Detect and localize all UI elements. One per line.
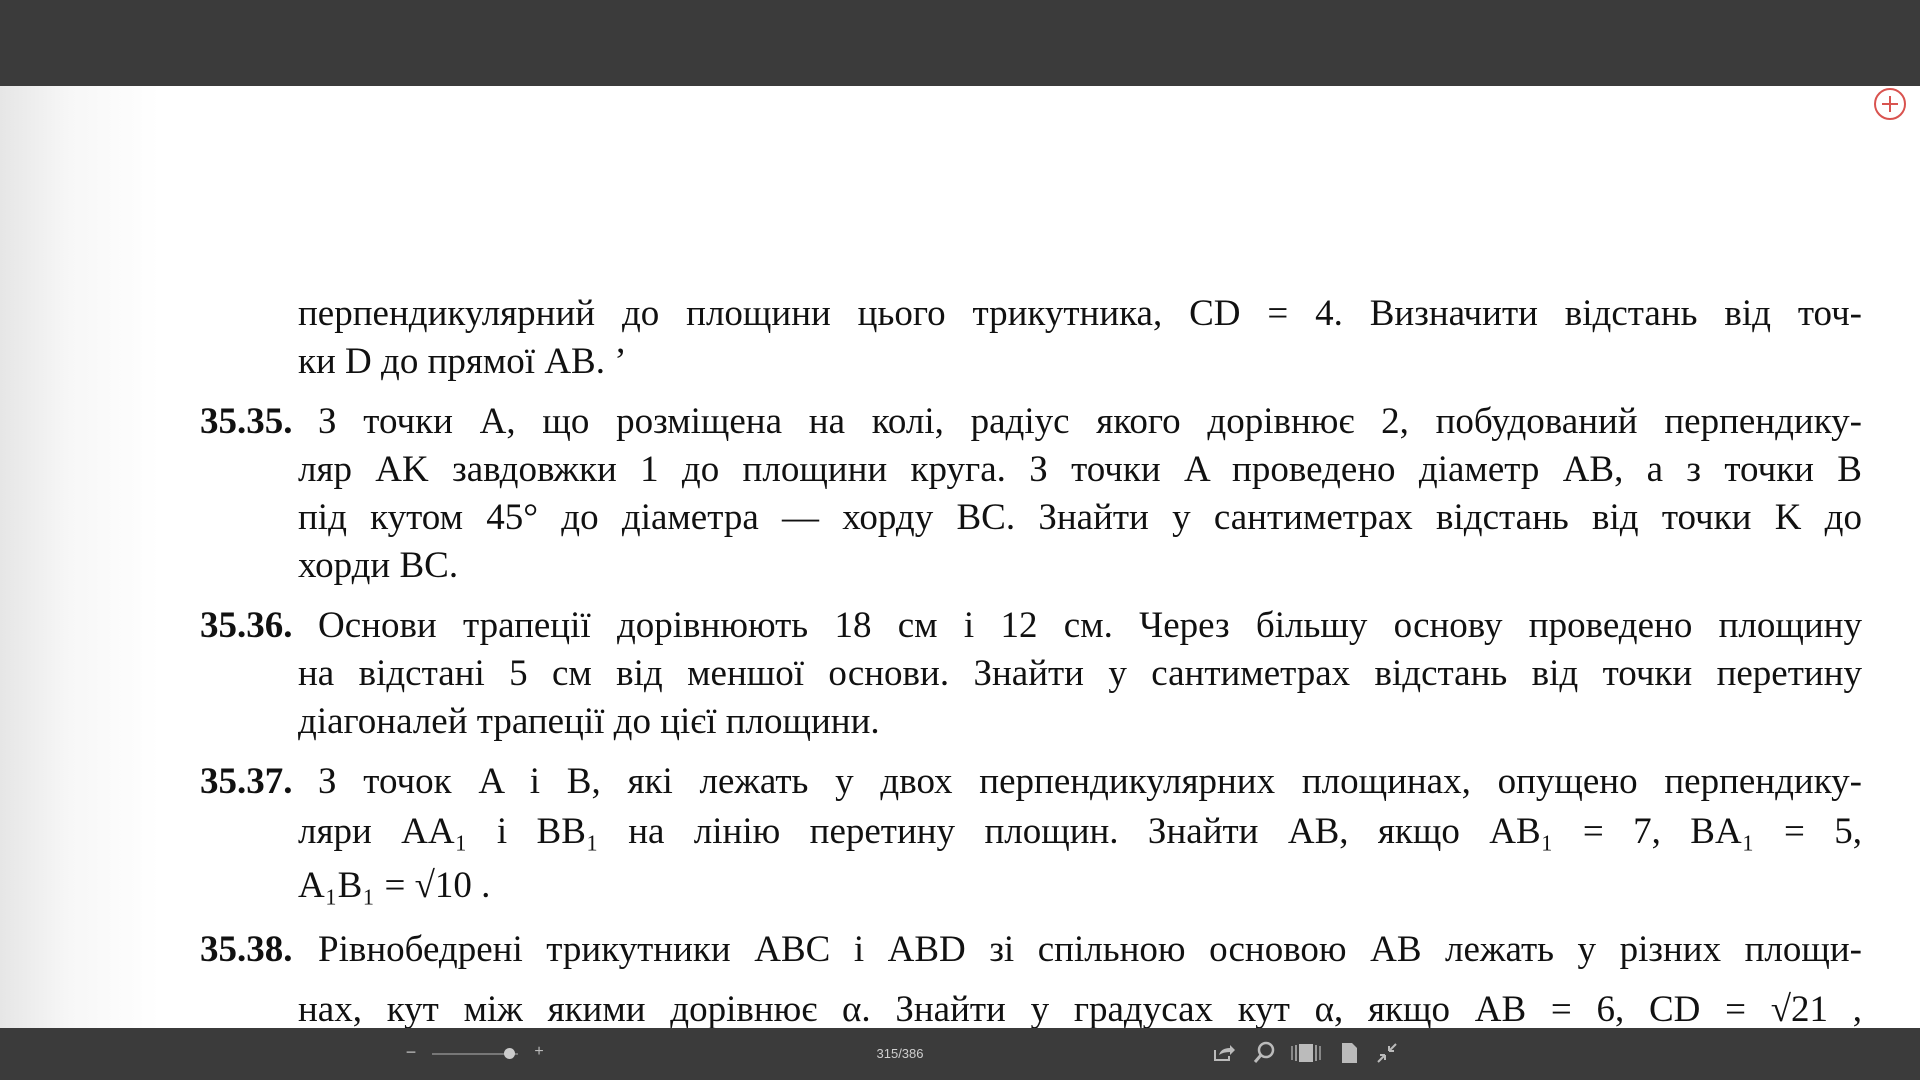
text-line: нах, кут між якими дорівнює α. Знайти у градусах кут α, якщо AB = 6, CD = √21 ,: [298, 989, 1862, 1028]
exit-fullscreen-icon[interactable]: [1374, 1040, 1400, 1066]
text-line: діагоналей трапеції до цієї площини.: [298, 701, 880, 742]
text-line: A₁B₁ = √10 .: [298, 865, 491, 906]
document-page: [0, 86, 1920, 1028]
problem-number: 35.38.: [200, 929, 293, 970]
bottom-toolbar: [0, 1028, 1920, 1080]
text-line: перпендикулярний до площини цього трикутника, CD = 4. Визначити відстань від точ-: [298, 293, 1862, 334]
text-line: З точки A, що розміщена на колі, радіус якого дорівнює 2, побудований перпендику-: [318, 401, 1862, 442]
text-line: на відстані 5 см від меншої основи. Знайти у сантиметрах відстань від точки перетину: [298, 653, 1862, 694]
top-toolbar: [0, 0, 1920, 86]
page-icon[interactable]: [1336, 1040, 1362, 1066]
text-line: Основи трапеції дорівнюють 18 см і 12 см. Через більшу основу проведено площину: [318, 605, 1862, 646]
text-line: ляр AK завдовжки 1 до площини круга. З точки A проведено діаметр AB, а з точки B: [298, 449, 1862, 490]
text-line: хорди BC.: [298, 545, 459, 586]
problem-number: 35.36.: [200, 605, 293, 646]
add-icon[interactable]: [1874, 88, 1906, 120]
text-line: ки D до прямої AB. ʼ: [298, 341, 627, 382]
search-icon[interactable]: [1252, 1040, 1278, 1066]
thumbnails-icon[interactable]: [1290, 1040, 1324, 1066]
text-line: ляри AA₁ і BB₁ на лінію перетину площин. Знайти AB, якщо AB₁ = 7, BA₁ = 5,: [298, 811, 1862, 852]
text-line: під кутом 45° до діаметра — хорду BC. Знайти у сантиметрах відстань від точки K до: [298, 497, 1862, 538]
problem-number: 35.35.: [200, 401, 293, 442]
zoom-slider-handle[interactable]: [504, 1048, 515, 1059]
zoom-in-button[interactable]: +: [534, 1043, 544, 1060]
page-counter: 315/386: [876, 1046, 924, 1061]
zoom-out-button[interactable]: −: [405, 1042, 417, 1062]
text-line: Рівнобедрені трикутники ABC і ABD зі спільною основою AB лежать у різних площи-: [318, 929, 1862, 970]
share-icon[interactable]: [1210, 1040, 1236, 1066]
problem-number: 35.37.: [200, 761, 293, 802]
text-line: З точок A і B, які лежать у двох перпендикулярних площинах, опущено перпендику-: [318, 761, 1862, 802]
